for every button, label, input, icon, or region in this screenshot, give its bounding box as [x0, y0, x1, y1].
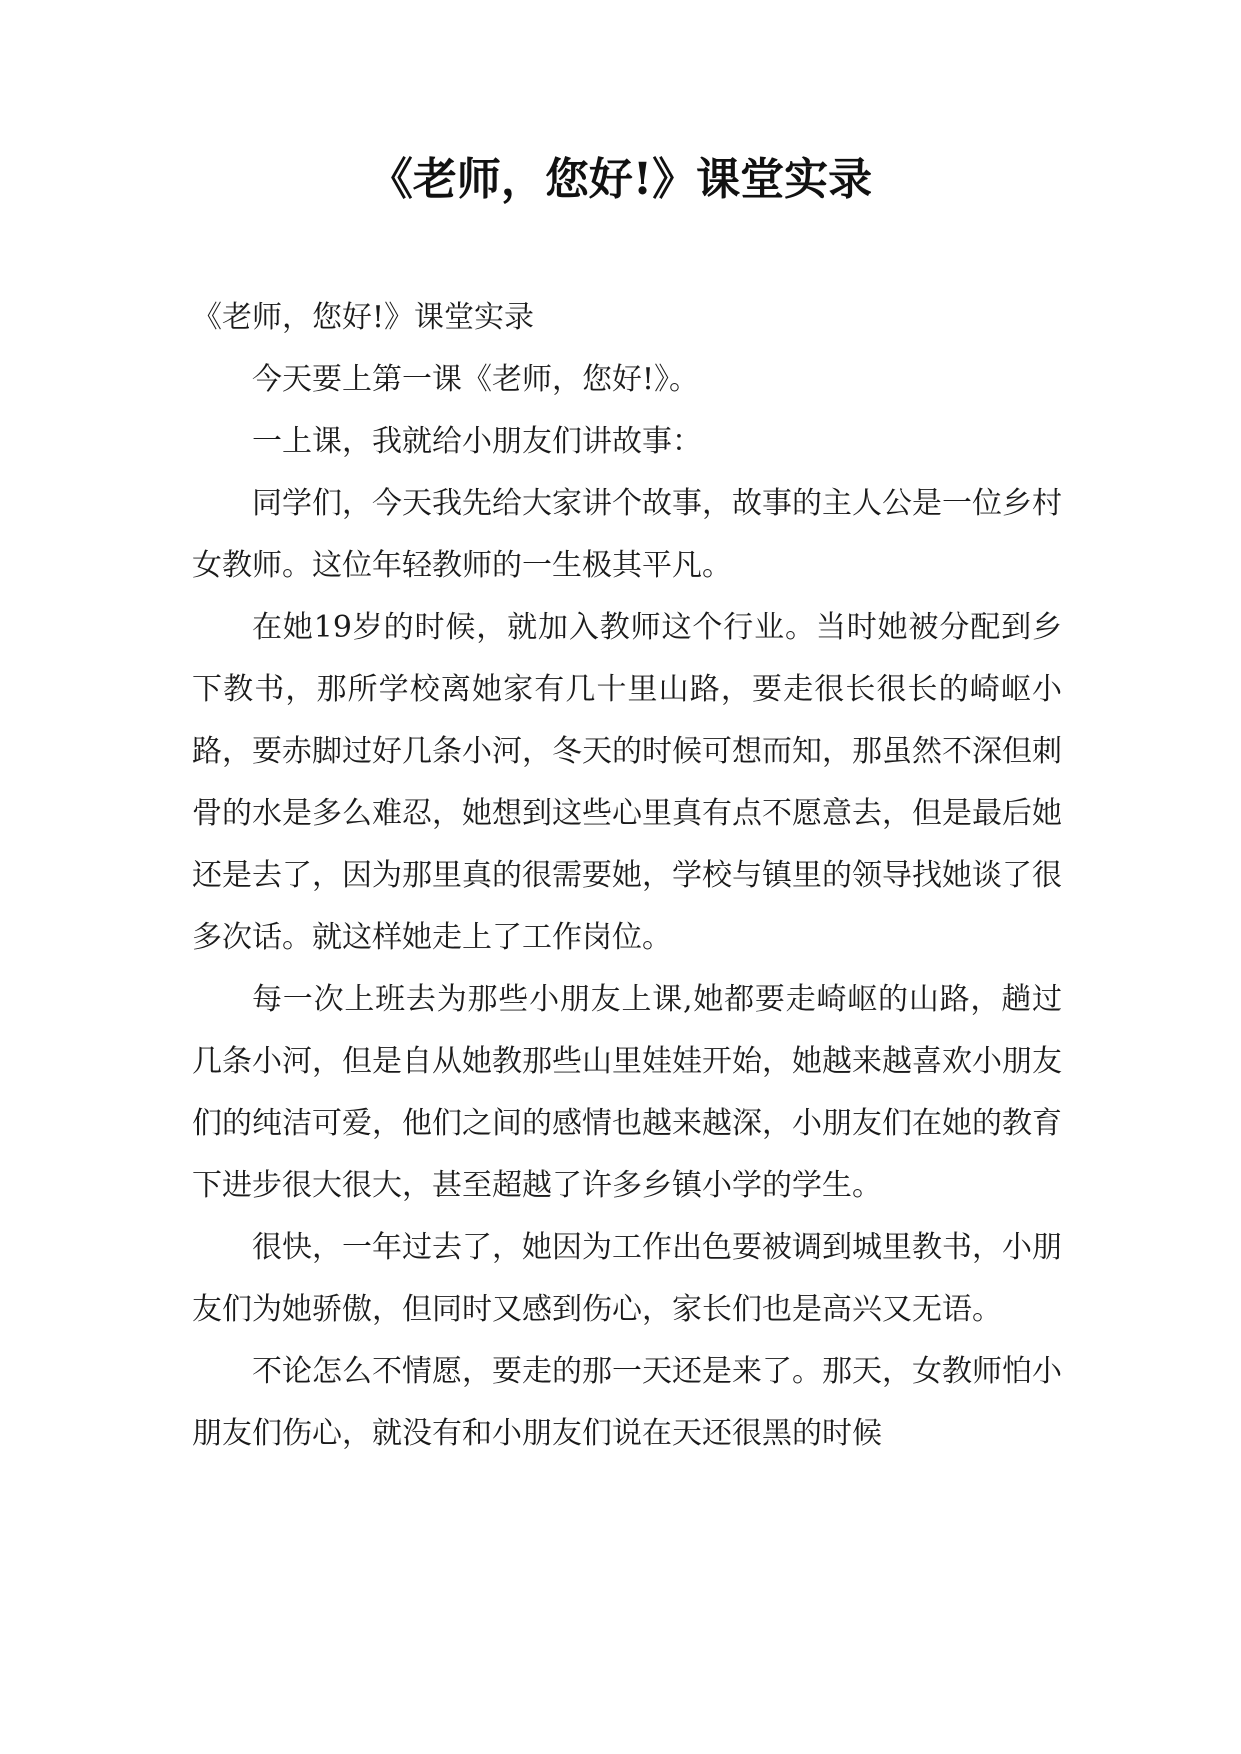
- paragraph: 在她19岁的时候，就加入教师这个行业。当时她被分配到乡下教书，那所学校离她家有几十里山路，要走很长很长的崎岖小路，要赤脚过好几条小河，冬天的时候可想而知，那虽然不深但刺骨的水是多么难忍，她想到这些心里真有点不愿意去，但是最后她还是去了，因为那里真的很需要她，学校与镇里的领导找她谈了很多次话。就这样她走上了工作岗位。: [192, 610, 1062, 955]
- document-body: [192, 287, 1062, 1465]
- paragraph: 一上课，我就给小朋友们讲故事：: [252, 424, 702, 459]
- document-title: 《老师，您好!》课堂实录: [368, 154, 873, 205]
- paragraph-heading: 《老师，您好!》课堂实录: [192, 300, 535, 335]
- paragraph: 每一次上班去为那些小朋友上课,她都要走崎岖的山路，趟过几条小河，但是自从她教那些山里娃娃开始，她越来越喜欢小朋友们的纯洁可爱，他们之间的感情也越来越深，小朋友们在她的教育下进步很大很大，甚至超越了许多乡镇小学的学生。: [192, 982, 1062, 1203]
- paragraph: 今天要上第一课《老师，您好!》。: [252, 362, 700, 397]
- paragraph: 不论怎么不情愿，要走的那一天还是来了。那天，女教师怕小朋友们伤心，就没有和小朋友们说在天还很黑的时候: [192, 1354, 1062, 1451]
- paragraph: 很快，一年过去了，她因为工作出色要被调到城里教书，小朋友们为她骄傲，但同时又感到伤心，家长们也是高兴又无语。: [192, 1230, 1062, 1327]
- paragraph: 同学们，今天我先给大家讲个故事，故事的主人公是一位乡村女教师。这位年轻教师的一生极其平凡。: [192, 486, 1062, 583]
